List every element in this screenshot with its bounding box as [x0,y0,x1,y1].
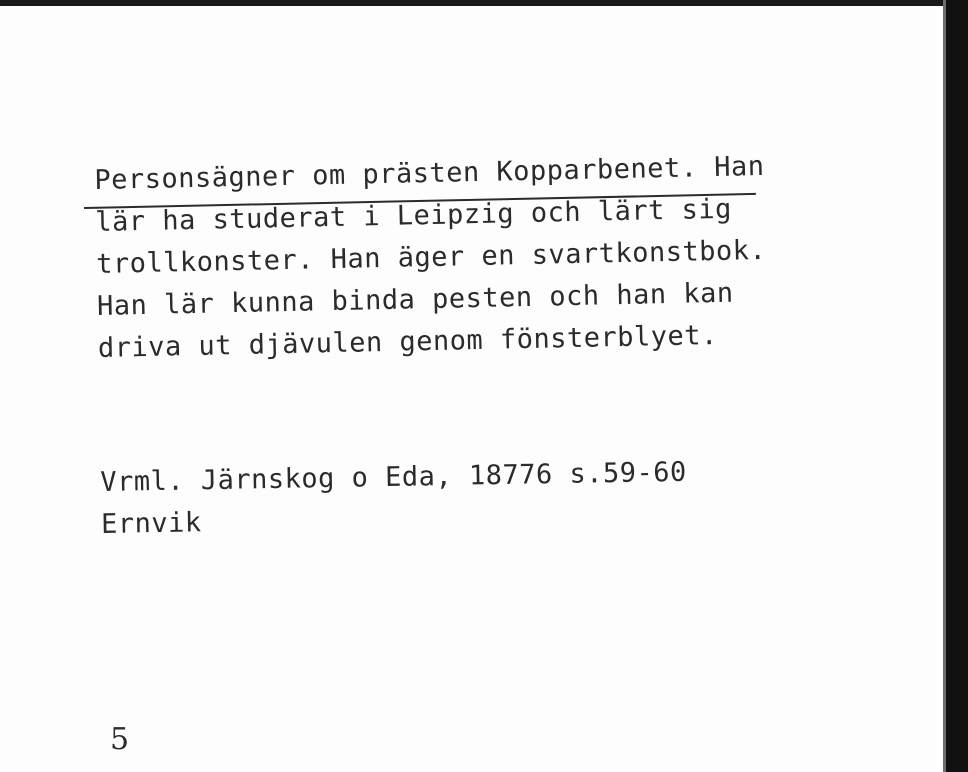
page-number: 5 [110,722,130,757]
scan-border-top [0,0,968,6]
scan-border-right [946,0,968,772]
source-reference [100,452,688,546]
body-line: Han lär kunna binda pesten och han kan [96,277,734,322]
source-collector-line: Ernvik [100,507,202,540]
card-body-text [94,146,768,370]
source-location-line: Vrml. Järnskog o Eda, 18776 s.59-60 [100,456,687,498]
body-line: trollkonster. Han äger en svartkonstbok. [95,234,767,280]
body-line-title: Personsägner om prästen Kopparbenet. Han [94,150,765,196]
body-line: driva ut djävulen genom fönsterblyet. [97,319,719,364]
body-line: lär ha studerat i Leipzig och lärt sig [94,193,733,238]
